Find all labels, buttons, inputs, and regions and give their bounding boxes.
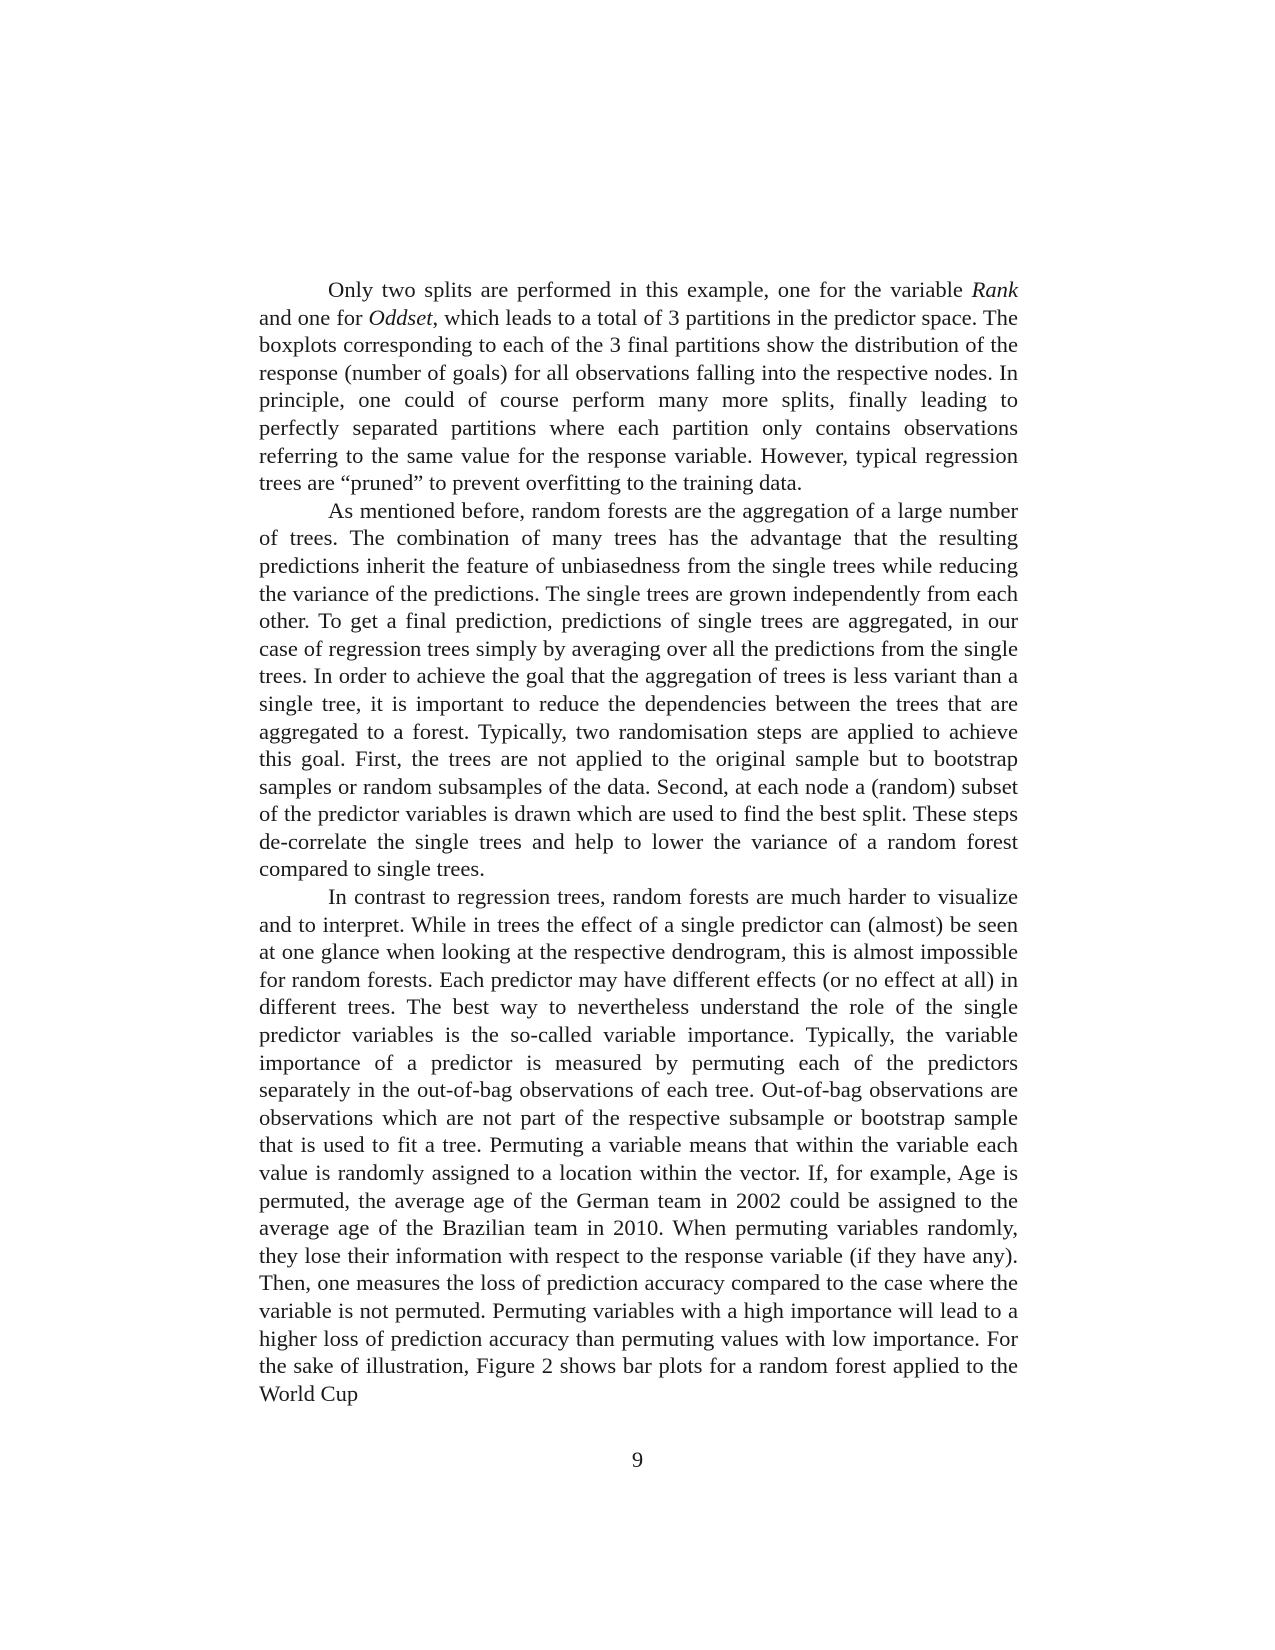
italic-term-rank: Rank	[971, 277, 1018, 302]
text-segment: , which leads to a total of 3 partitions in the predictor space. The boxplots corresponding to each of the 3 final partitions show the distribution of the response (number of goals) for all observations falling into the respective nodes. In principle, one could of course perform many more splits, finally leading to perfectly separated partitions where each partition only contains observations referring to the same value for the response variable. However, typical regression trees are “pruned” to prevent overfitting to the training data.	[259, 304, 1018, 496]
paragraph-random-forests	[259, 497, 1018, 883]
text-segment: Only two splits are performed in this example, one for the variable	[328, 277, 972, 302]
paragraph-variable-importance	[259, 883, 1018, 1407]
paragraph-splits	[259, 276, 1018, 497]
page-number: 9	[631, 1447, 644, 1472]
body-text	[259, 276, 1018, 1407]
text-segment: In contrast to regression trees, random forests are much harder to visualize and to interpret. While in trees the effect of a single predictor can (almost) be seen at one glance when looking at the respective dendrogram, this is almost impossible for random forests. Each predictor may have different effects (or no effect at all) in different trees. The best way to nevertheless understand the role of the single predictor variables is the so-called variable importance. Typically, the variable importance of a predictor is measured by permuting each of the predictors separately in the out-of-bag observations of each tree. Out-of-bag observations are observations which are not part of the respective subsample or bootstrap sample that is used to fit a tree. Permuting a variable means that within the variable each value is randomly assigned to a location within the vector. If, for example, Age is permuted, the average age of the German team in 2002 could be assigned to the average age of the Brazilian team in 2010. When permuting variables randomly, they lose their information with respect to the response variable (if they have any). Then, one measures the loss of prediction accuracy compared to the case where the variable is not permuted. Permuting variables with a high importance will lead to a higher loss of prediction accuracy than permuting values with low importance. For the sake of illustration, Figure 2 shows bar plots for a random forest applied to the World Cup	[259, 884, 1018, 1406]
text-segment: As mentioned before, random forests are the aggregation of a large number of trees. The combination of many trees has the advantage that the resulting predictions inherit the feature of unbiasedness from the single trees while reducing the variance of the predictions. The single trees are grown independently from each other. To get a final prediction, predictions of single trees are aggregated, in our case of regression trees simply by averaging over all the predictions from the single trees. In order to achieve the goal that the aggregation of trees is less variant than a single tree, it is important to reduce the dependencies between the trees that are aggregated to a forest. Typically, two randomisation steps are applied to achieve this goal. First, the trees are not applied to the original sample but to bootstrap samples or random subsamples of the data. Second, at each node a (random) subset of the predictor variables is drawn which are used to find the best split. These steps de-correlate the single trees and help to lower the variance of a random forest compared to single trees.	[259, 497, 1018, 882]
text-segment: and one for	[259, 304, 369, 330]
italic-term-oddset: Oddset	[368, 304, 433, 330]
